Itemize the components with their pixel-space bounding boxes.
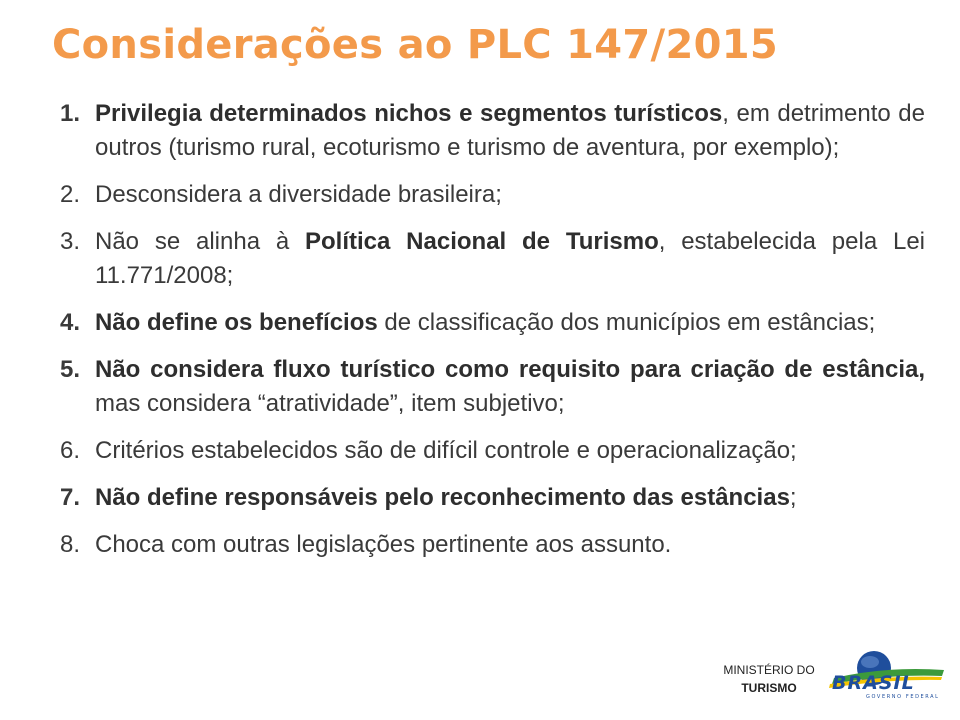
- item-text: [95, 306, 925, 340]
- item-number: 6.: [60, 437, 81, 464]
- item-rest-text: , estabelecida pela Lei 11.771/2008;: [95, 228, 925, 289]
- list-item: [60, 306, 925, 340]
- item-bold-text: Privilegia determinados nichos e segmentos turísticos: [95, 100, 723, 127]
- brasil-logo-icon: [826, 648, 946, 700]
- item-pre-text: Não se alinha à: [95, 228, 306, 255]
- list-item: [60, 434, 925, 468]
- list-item: [60, 97, 925, 165]
- item-bold-text: Não define responsáveis pelo reconhecimento das estâncias: [95, 484, 790, 511]
- item-pre-text: Desconsidera a diversidade brasileira;: [95, 181, 502, 208]
- item-number: 3.: [60, 228, 81, 255]
- item-text: [95, 481, 925, 515]
- ministry-line-2: TURISMO: [741, 681, 797, 695]
- list-item: [60, 225, 925, 293]
- list-item: [60, 178, 925, 212]
- item-text: [95, 353, 925, 421]
- item-number: 8.: [60, 531, 81, 558]
- item-number: 2.: [60, 181, 81, 208]
- ministry-line-1: MINISTÉRIO DO: [723, 663, 815, 677]
- item-bold-text: Política Nacional de Turismo: [305, 228, 659, 255]
- item-pre-text: Critérios estabelecidos são de difícil controle e operacionalização;: [95, 437, 797, 464]
- item-bold-text: Não define os benefícios: [95, 309, 378, 336]
- item-text: [95, 434, 925, 468]
- ministry-label: [714, 661, 824, 697]
- item-number: 5.: [60, 356, 81, 383]
- slide-title: Considerações ao PLC 147/2015: [52, 22, 778, 68]
- item-rest-text: de classificação dos municípios em estâncias;: [377, 309, 876, 336]
- item-number: 1.: [60, 100, 81, 127]
- item-text: [95, 178, 925, 212]
- item-rest-text: ;: [789, 484, 797, 511]
- list-item: [60, 353, 925, 421]
- list-item: [60, 528, 925, 562]
- item-pre-text: Choca com outras legislações pertinente aos assunto.: [95, 531, 672, 558]
- item-text: [95, 225, 925, 293]
- considerations-list: [60, 97, 925, 575]
- item-rest-text: mas considera “atratividade”, item subjetivo;: [95, 390, 565, 417]
- item-rest-text: , em detrimento de outros (turismo rural, ecoturismo e turismo de aventura, por exemplo);: [95, 100, 925, 161]
- item-bold-text: Não considera fluxo turístico como requisito para criação de estância,: [95, 356, 925, 383]
- logo-text: BRASIL: [832, 672, 915, 694]
- logo-subtext: GOVERNO FEDERAL: [866, 694, 940, 700]
- item-text: [95, 528, 925, 562]
- list-item: [60, 481, 925, 515]
- item-number: 4.: [60, 309, 81, 336]
- item-text: [95, 97, 925, 165]
- item-number: 7.: [60, 484, 81, 511]
